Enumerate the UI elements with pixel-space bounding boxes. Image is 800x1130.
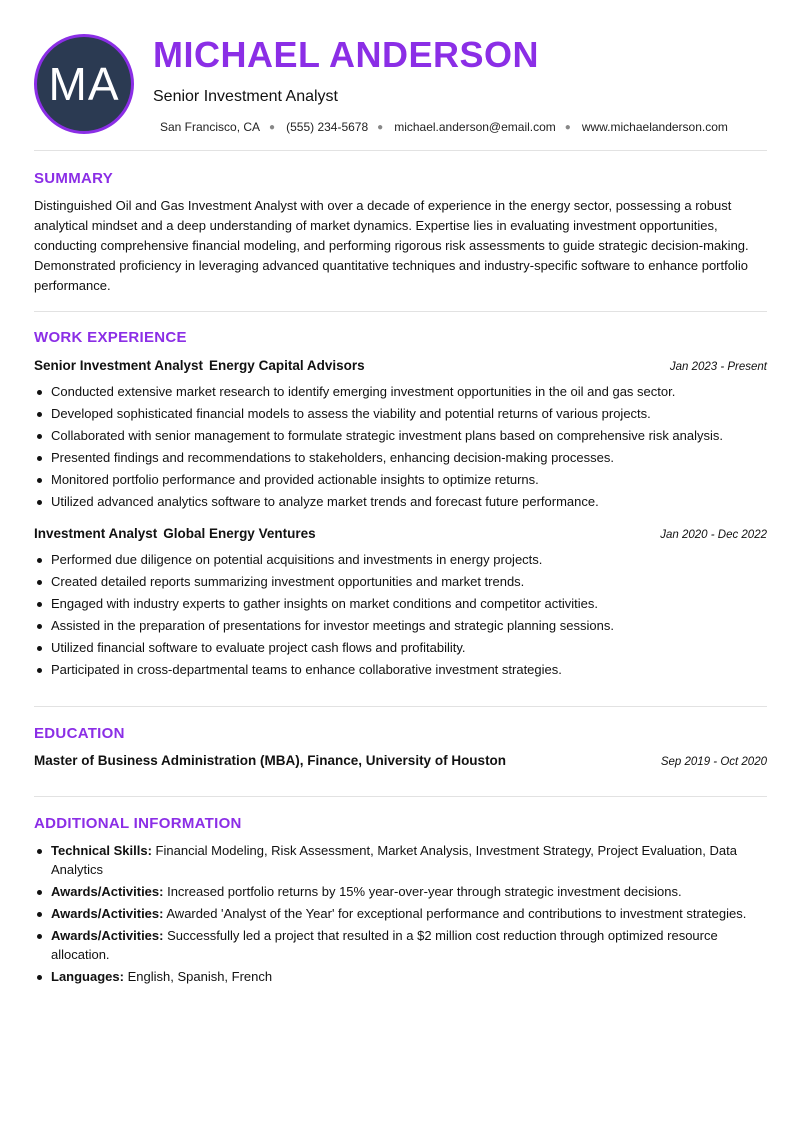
list-item: Utilized advanced analytics software to analyze market trends and forecast future performance. [34, 491, 767, 513]
list-item [34, 841, 767, 879]
education-dates: Sep 2019 - Oct 2020 [660, 756, 767, 768]
item-text: Successfully led a project that resulted in a $2 million cost reduction through optimized resource allocation. [51, 928, 718, 962]
additional-info-heading: ADDITIONAL INFORMATION [34, 815, 242, 832]
job-entry-header [34, 358, 767, 373]
education-entry [34, 753, 767, 768]
job-role-title: Senior Investment Analyst [34, 358, 204, 373]
contact-location: San Francisco, CA [160, 120, 261, 134]
job-dates: Jan 2023 - Present [669, 361, 767, 373]
job-title: Senior Investment Analyst [153, 88, 338, 105]
contact-email[interactable]: michael.anderson@email.com [394, 120, 556, 134]
education-heading: EDUCATION [34, 725, 125, 742]
item-text: Financial Modeling, Risk Assessment, Market Analysis, Investment Strategy, Project Evaluation, Data Analytics [51, 843, 737, 877]
job-role-title: Investment Analyst [34, 526, 158, 541]
divider [34, 311, 767, 312]
item-text: English, Spanish, French [127, 969, 273, 984]
separator-dot-icon: ● [269, 121, 276, 133]
list-item: Developed sophisticated financial models to assess the viability and potential returns of various projects. [34, 403, 767, 425]
summary-text: Distinguished Oil and Gas Investment Analyst with over a decade of experience in the energy sector, possessing a robust analytical mindset and a deep understanding of market dynamics. Expertise lies in evaluating investment opportunities, conducting comprehensive financial modeling, and performing rigorous risk assessments to guide strategic decision-making. Demonstrated proficiency in leveraging advanced quantitative techniques and industry-specific software to enhance portfolio performance. [34, 198, 749, 293]
item-text: Increased portfolio returns by 15% year-over-year through strategic investment decisions. [167, 884, 682, 899]
item-label: Awards/Activities: [51, 884, 164, 899]
item-label: Awards/Activities: [51, 928, 164, 943]
item-label: Technical Skills: [51, 843, 152, 858]
work-experience-heading: WORK EXPERIENCE [34, 329, 187, 346]
additional-info-list [34, 841, 767, 989]
divider [34, 706, 767, 707]
list-item: Presented findings and recommendations to stakeholders, enhancing decision-making processes. [34, 447, 767, 469]
list-item [34, 926, 767, 964]
candidate-name: MICHAEL ANDERSON [153, 34, 540, 75]
list-item: Utilized financial software to evaluate project cash flows and profitability. [34, 637, 767, 659]
divider [34, 150, 767, 151]
list-item [34, 967, 767, 986]
avatar-initials: MA [48, 58, 120, 110]
job-company: Global Energy Ventures [163, 526, 316, 541]
separator-dot-icon: ● [564, 121, 571, 133]
job-bullets [34, 381, 767, 513]
job-company: Energy Capital Advisors [209, 358, 365, 373]
list-item: Assisted in the preparation of presentations for investor meetings and strategic planning sessions. [34, 615, 767, 637]
education-degree: Master of Business Administration (MBA), Finance, University of Houston [34, 753, 507, 768]
avatar [34, 34, 134, 134]
list-item [34, 882, 767, 901]
job-entry-header [34, 526, 767, 541]
divider [34, 796, 767, 797]
list-item: Participated in cross-departmental teams to enhance collaborative investment strategies. [34, 659, 767, 681]
list-item: Monitored portfolio performance and provided actionable insights to optimize returns. [34, 469, 767, 491]
item-label: Awards/Activities: [51, 906, 164, 921]
list-item [34, 904, 767, 923]
summary-heading: SUMMARY [34, 170, 114, 187]
list-item: Created detailed reports summarizing investment opportunities and market trends. [34, 571, 767, 593]
contact-info [160, 120, 728, 134]
list-item: Conducted extensive market research to identify emerging investment opportunities in the oil and gas sector. [34, 381, 767, 403]
separator-dot-icon: ● [377, 121, 384, 133]
item-text: Awarded 'Analyst of the Year' for exceptional performance and contributions to investment strategies. [166, 906, 747, 921]
job-bullets [34, 549, 767, 681]
list-item: Engaged with industry experts to gather insights on market conditions and competitor activities. [34, 593, 767, 615]
job-role [34, 526, 316, 541]
list-item: Collaborated with senior management to formulate strategic investment plans based on comprehensive risk analysis. [34, 425, 767, 447]
contact-phone: (555) 234-5678 [286, 120, 369, 134]
job-role [34, 358, 365, 373]
job-dates: Jan 2020 - Dec 2022 [660, 529, 767, 541]
list-item: Performed due diligence on potential acquisitions and investments in energy projects. [34, 549, 767, 571]
contact-website[interactable]: www.michaelanderson.com [581, 120, 728, 134]
item-label: Languages: [51, 969, 124, 984]
